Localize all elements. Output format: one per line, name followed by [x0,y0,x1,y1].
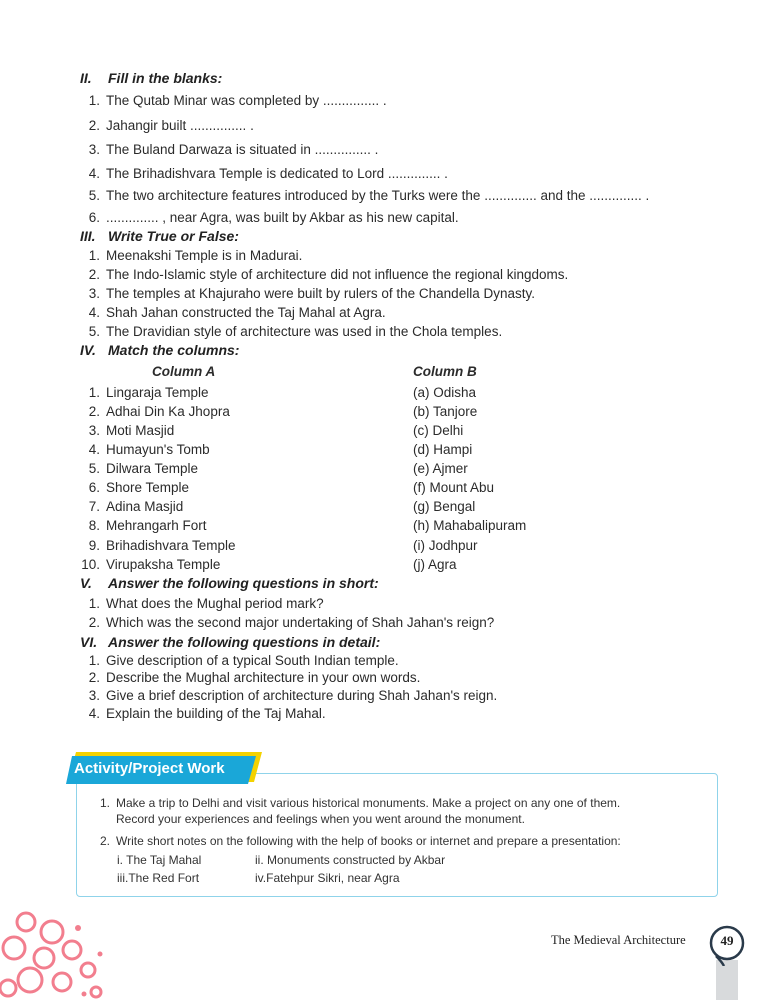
table-row: 5. Dilwara Temple [88,461,199,476]
activity-item-1-number: 1. [100,796,111,810]
column-b-header: Column B [413,364,477,379]
list-item: 4. Shah Jahan constructed the Taj Mahal at Agra. [88,305,386,320]
list-item: 4. The Brihadishvara Temple is dedicated to Lord .............. . [88,166,448,181]
activity-subitem: i. The Taj Mahal [117,853,202,867]
table-row: 7. Adina Masjid [88,499,184,514]
table-row: 9. Brihadishvara Temple [88,538,236,553]
list-item: 4. Explain the building of the Taj Mahal. [88,706,326,721]
footer-tab [716,960,738,1000]
list-item: 2. Jahangir built ............... . [88,118,254,133]
list-item: 3. The temples at Khajuraho were built by rulers of the Chandella Dynasty. [88,286,535,301]
table-row: 2. Adhai Din Ka Jhopra [88,404,230,419]
table-row: 3. Moti Masjid [88,423,175,438]
decorative-circles-icon [0,908,110,1000]
table-row: 1. Lingaraja Temple [88,385,209,400]
table-cell: (f) Mount Abu [413,480,495,495]
list-item: 2. Which was the second major undertaking of Shah Jahan's reign? [88,615,495,630]
table-cell: (c) Delhi [413,423,464,438]
list-item: 5. The Dravidian style of architecture was used in the Chola temples. [88,324,503,339]
table-row: 8. Mehrangarh Fort [88,518,207,533]
activity-title: Activity/Project Work [74,760,225,777]
activity-subitem: ii. Monuments constructed by Akbar [255,853,446,867]
section-title-true-false: III. Write True or False: [80,228,239,244]
activity-item-1-line-2: Record your experiences and feelings when you went around the monument. [116,812,525,826]
list-item: 5. The two architecture features introduced by the Turks were the .............. and the .............. . [88,188,650,203]
list-item: 6. .............. , near Agra, was built by Akbar as his new capital. [88,210,459,225]
table-cell: (j) Agra [413,557,457,572]
list-item: 2. Describe the Mughal architecture in your own words. [88,670,421,685]
page-number: 49 [720,933,734,948]
list-item: 1. Give description of a typical South Indian temple. [88,653,399,668]
table-cell: (d) Hampi [413,442,473,457]
table-cell: (b) Tanjore [413,404,478,419]
list-item: 2. The Indo-Islamic style of architecture did not influence the regional kingdoms. [88,267,569,282]
section-title-match: IV. Match the columns: [80,342,240,358]
section-title-fill-blanks: II. Fill in the blanks: [80,70,223,86]
activity-item-2-text: Write short notes on the following with the help of books or internet and prepare a presentation: [116,834,621,848]
table-row: 10. Virupaksha Temple [81,557,221,572]
list-item: 1. The Qutab Minar was completed by ............... . [88,93,387,108]
table-row: 4. Humayun's Tomb [88,442,210,457]
activity-subitem: iv.Fatehpur Sikri, near Agra [255,871,400,885]
section-title-detail-answer: VI. Answer the following questions in detail: [80,634,381,650]
activity-subitem: iii.The Red Fort [117,871,200,885]
list-item: 1. What does the Mughal period mark? [88,596,324,611]
table-cell: (a) Odisha [413,385,477,400]
list-item: 1. Meenakshi Temple is in Madurai. [88,248,303,263]
table-row: 6. Shore Temple [88,480,190,495]
table-cell: (i) Jodhpur [413,538,478,553]
column-a-header: Column A [152,364,216,379]
activity-item-1-line-1: Make a trip to Delhi and visit various historical monuments. Make a project on any one of them. [116,796,621,810]
activity-item-2-number: 2. [100,834,111,848]
footer-chapter-title: The Medieval Architecture [551,933,686,947]
table-cell: (g) Bengal [413,499,476,514]
section-title-short-answer: V. Answer the following questions in short: [80,575,379,591]
table-cell: (e) Ajmer [413,461,468,476]
list-item: 3. The Buland Darwaza is situated in ............... . [88,142,379,157]
list-item: 3. Give a brief description of architecture during Shah Jahan's reign. [88,688,498,703]
table-cell: (h) Mahabalipuram [413,518,527,533]
